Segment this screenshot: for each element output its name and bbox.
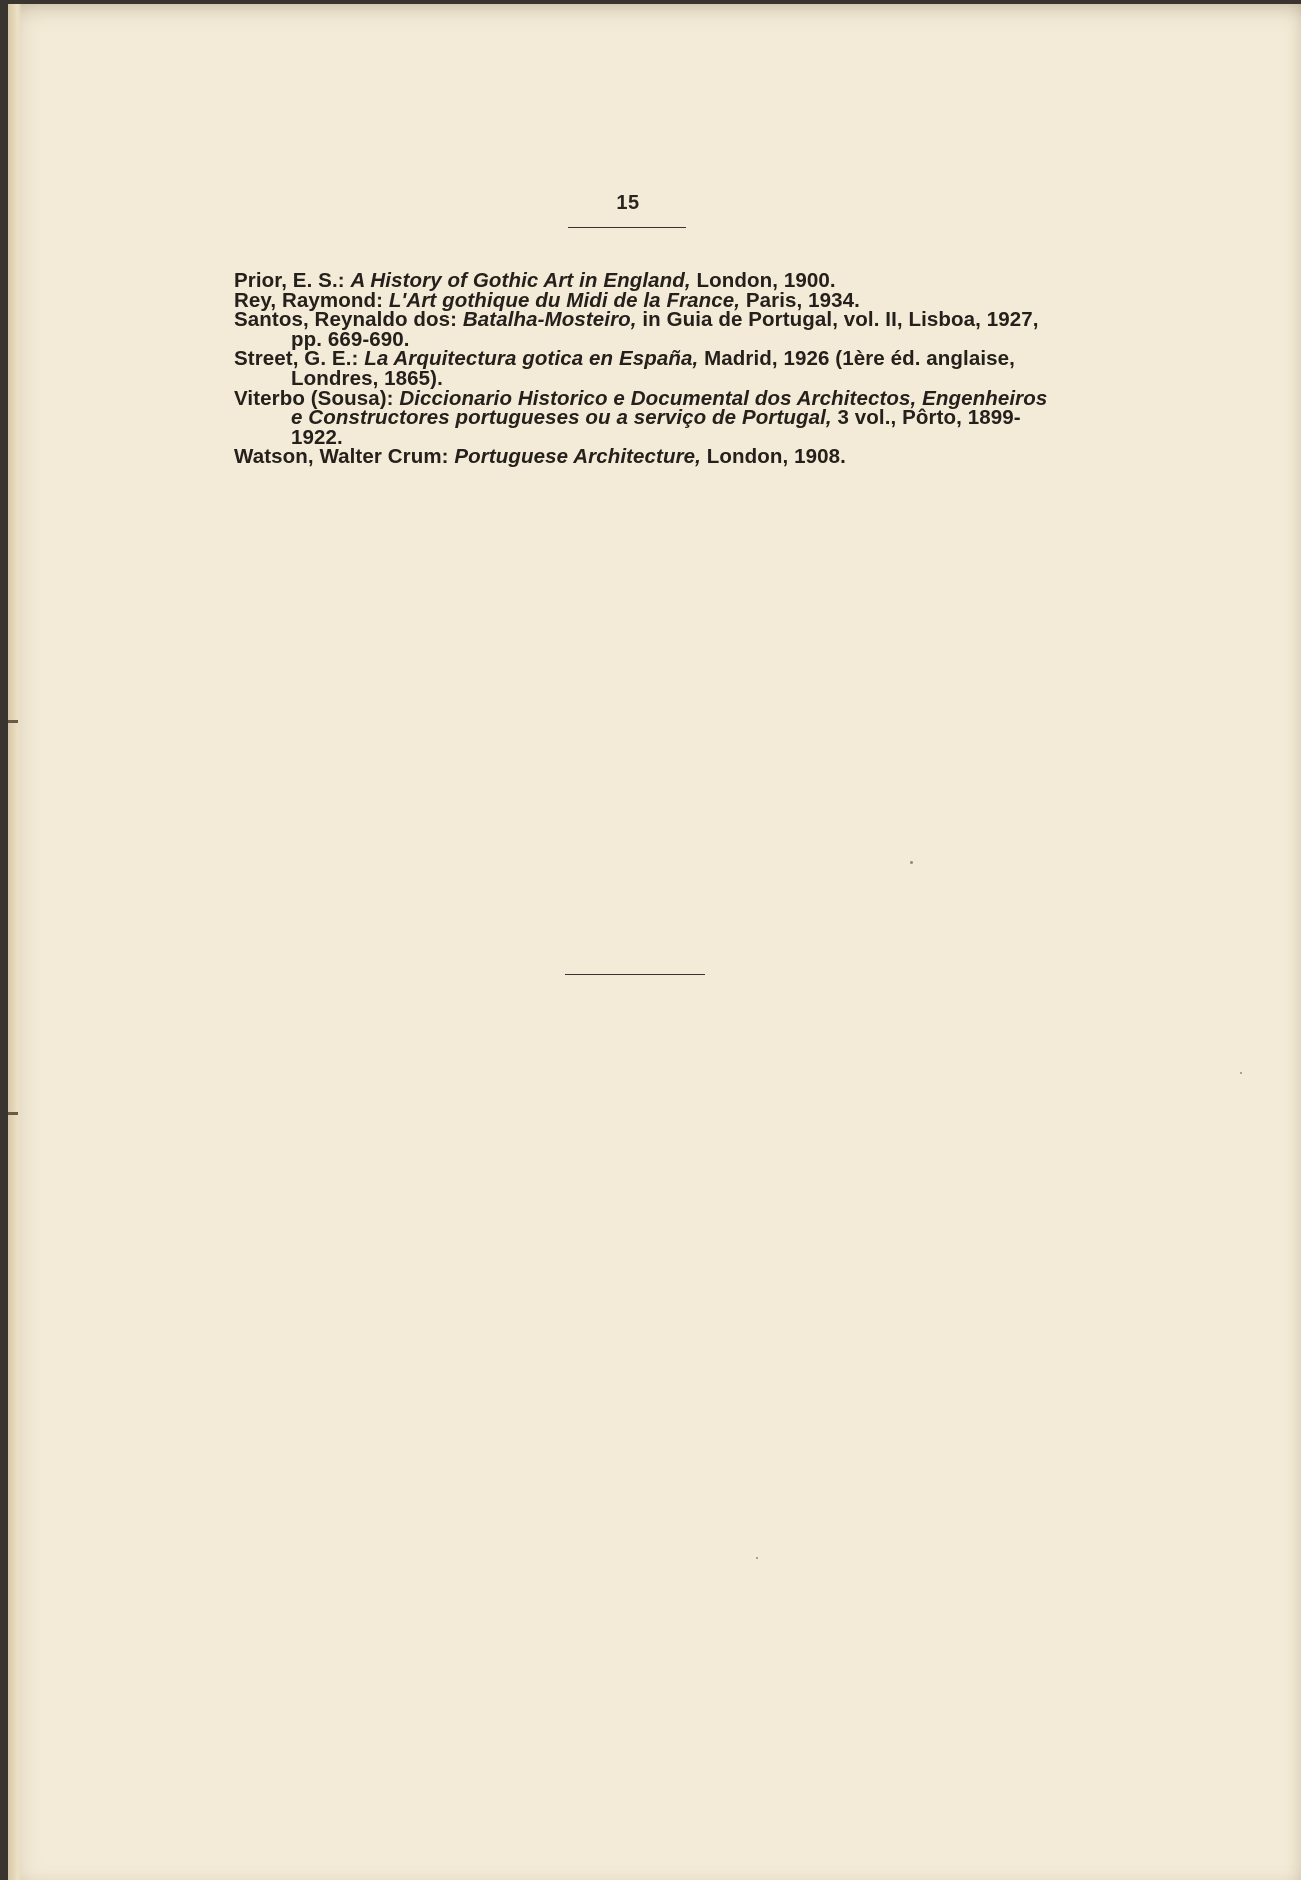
page-binding-edge <box>8 4 22 1880</box>
entry-publication: in Guia de Portugal, vol. II, Lisboa, 1927, pp. 669-690. <box>291 308 1039 351</box>
entry-author: Watson, Walter Crum: <box>234 445 455 469</box>
entry-author: Prior, E. S.: <box>234 269 351 292</box>
entry-author: Viterbo (Sousa): <box>234 386 400 410</box>
entry-title: Portuguese Architecture, <box>454 445 701 469</box>
entry-title: Diccionario Historico e Documental dos Architectos, Engenheiros e Constructores portugueses ou a serviço de Portugal, <box>291 386 1048 430</box>
entry-publication: London, 1908. <box>700 445 846 469</box>
entry-publication: Paris, 1934. <box>740 288 860 312</box>
entry-author: Santos, Reynaldo dos: <box>234 308 463 332</box>
bibliography-entry <box>234 310 1064 349</box>
entry-title: Batalha-Mosteiro, <box>462 308 637 332</box>
entry-title: L'Art gothique du Midi de la France, <box>388 288 741 312</box>
paper-speck <box>1240 1072 1242 1074</box>
bibliography-entry <box>234 386 1064 449</box>
paper-speck <box>910 861 913 864</box>
page-number: 15 <box>616 192 640 214</box>
end-rule <box>565 974 705 975</box>
document-page <box>8 4 1301 1880</box>
bibliography-entry <box>234 447 1064 467</box>
bibliography-list <box>234 271 1064 467</box>
entry-author: Street, G. E.: <box>234 347 365 371</box>
entry-author: Rey, Raymond: <box>234 288 389 312</box>
paper-speck <box>756 1557 758 1559</box>
header-rule <box>568 227 686 228</box>
binding-mark <box>8 1112 18 1115</box>
entry-publication: Madrid, 1926 (1ère éd. anglaise, Londres, 1865). <box>291 347 1015 390</box>
entry-title: A History of Gothic Art in England, <box>350 269 691 292</box>
entry-title: La Arquitectura gotica en España, <box>364 347 699 371</box>
binding-mark <box>8 720 18 723</box>
entry-publication: London, 1900. <box>690 269 836 292</box>
entry-publication: 3 vol., Pôrto, 1899-1922. <box>291 406 1021 449</box>
bibliography-entry <box>234 349 1064 388</box>
